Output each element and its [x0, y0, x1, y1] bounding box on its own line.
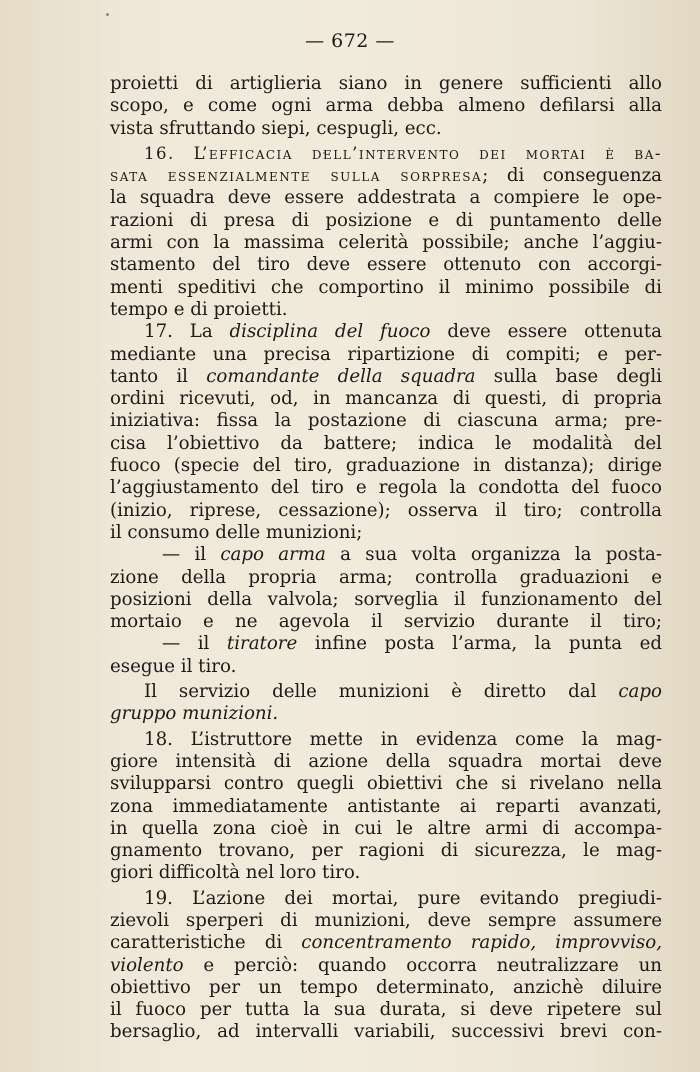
text-line [110, 366, 662, 388]
text-line: il fuoco per tutta la sua durata, si deve ripetere sul [110, 999, 662, 1021]
italic-term: violento [110, 954, 184, 976]
text-fragment: — il [162, 544, 221, 566]
text-line [110, 143, 662, 165]
text-fragment: caratteristiche di [110, 932, 302, 954]
italic-term: gruppo munizioni. [110, 703, 279, 725]
text-line: svilupparsi contro quegli obiettivi che si rivelano nella [110, 773, 662, 795]
text-line [110, 544, 662, 566]
text-line: gnamento trovano, per ragioni di sicurezza, le mag- [110, 840, 662, 862]
text-line: menti speditivi che comportino il minimo possibile di [110, 276, 662, 298]
paper-speck [106, 13, 109, 16]
text-fragment: 17. La [144, 321, 230, 343]
text-fragment: e perciò: quando occorra neutralizzare un [183, 954, 662, 976]
italic-term: comandante della squadra [206, 365, 476, 387]
italic-term: disciplina del fuoco [229, 321, 431, 343]
text-line: iniziativa: fissa la postazione di ciascuna arma; pre- [110, 410, 662, 432]
text-fragment: a sua volta organizza la posta- [325, 544, 663, 566]
italic-term: concentramento rapido, improvviso, [301, 932, 662, 954]
text-line: mortaio e ne agevola il servizio durante il tiro; [110, 611, 662, 633]
text-line: ordini ricevuti, od, in mancanza di questi, di propria [110, 388, 662, 410]
text-line [110, 681, 662, 703]
text-fragment: ; di conseguenza [482, 165, 662, 187]
text-fragment: tanto il [110, 365, 207, 387]
text-line: razioni di presa di posizione e di puntamento delle [110, 209, 662, 231]
text-line: in quella zona cioè in cui le altre armi di accompa- [110, 817, 662, 839]
text-line: scopo, e come ogni arma debba almeno defilarsi alla [110, 95, 662, 117]
text-line: tempo e di proietti. [110, 298, 288, 320]
text-line [110, 703, 662, 725]
italic-term: tiratore [226, 633, 298, 655]
text-line: proietti di artiglieria siano in genere sufficienti allo [110, 73, 662, 94]
text-line [110, 955, 662, 977]
text-line: cisa l’obiettivo da battere; indica le modalità del [110, 432, 662, 454]
text-line: (inizio, riprese, cessazione); osserva il tiro; controlla [110, 499, 662, 521]
paragraph-16 [110, 143, 662, 321]
page-number: — 672 — [305, 30, 395, 52]
text-fragment: sulla base degli [475, 365, 663, 387]
text-line [110, 633, 662, 655]
text-line: giore intensità di azione della squadra mortai deve [110, 750, 662, 772]
text-line: obiettivo per un tempo determinato, anzichè diluire [110, 976, 662, 998]
text-line: 18. L’istruttore mette in evidenza come la mag- [144, 728, 662, 750]
text-line: zione della propria arma; controlla graduazioni e [110, 566, 662, 588]
text-line [110, 321, 662, 343]
text-fragment: infine posta l’arma, la punta ed [297, 633, 662, 655]
small-caps-heading: sata essenzialmente sulla sorpresa [110, 166, 483, 186]
text-fragment: deve essere ottenuta [430, 321, 662, 343]
text-line: zievoli sperperi di munizioni, deve sempre assumere [110, 909, 662, 931]
text-line [110, 165, 662, 187]
text-line: stamento del tiro deve essere ottenuto con accorgi- [110, 254, 662, 276]
paragraph-18 [110, 729, 662, 885]
text-line: armi con la massima celerità possibile; anche l’aggiu- [110, 232, 662, 254]
paragraph-19 [110, 888, 662, 1044]
text-line: giori difficoltà nel loro tiro. [110, 862, 361, 884]
text-line: la squadra deve essere addestrata a compiere le ope- [110, 187, 662, 209]
text-line: mediante una precisa ripartizione di compiti; e per- [110, 343, 662, 365]
paragraph-continuation [110, 73, 662, 140]
text-line: bersaglio, ad intervalli variabili, successivi brevi con- [110, 1021, 662, 1043]
text-fragment: Il servizio delle munizioni è diretto dal [144, 681, 619, 703]
italic-term: capo [618, 681, 662, 703]
text-fragment: — il [162, 633, 227, 655]
italic-term: capo arma [220, 544, 326, 566]
text-line: vista sfruttando siepi, cespugli, ecc. [110, 117, 442, 139]
text-line: l’aggiustamento del tiro e regola la condotta del fuoco [110, 477, 662, 499]
text-line: esegue il tiro. [110, 655, 237, 677]
text-line: posizioni della valvola; sorveglia il funzionamento del [110, 588, 662, 610]
text-line: fuoco (specie del tiro, graduazione in distanza); dirige [110, 455, 662, 477]
text-line [110, 932, 662, 954]
text-line: 19. L’azione dei mortai, pure evitando pregiudi- [144, 887, 662, 909]
text-line: il consumo delle munizioni; [110, 521, 363, 543]
small-caps-heading: 16. L’efficacia dell’intervento dei mortai è ba- [144, 143, 662, 163]
text-line: zona immediatamente antistante ai reparti avanzati, [110, 795, 662, 817]
paragraph-17 [110, 321, 662, 725]
body-text [110, 73, 662, 1044]
